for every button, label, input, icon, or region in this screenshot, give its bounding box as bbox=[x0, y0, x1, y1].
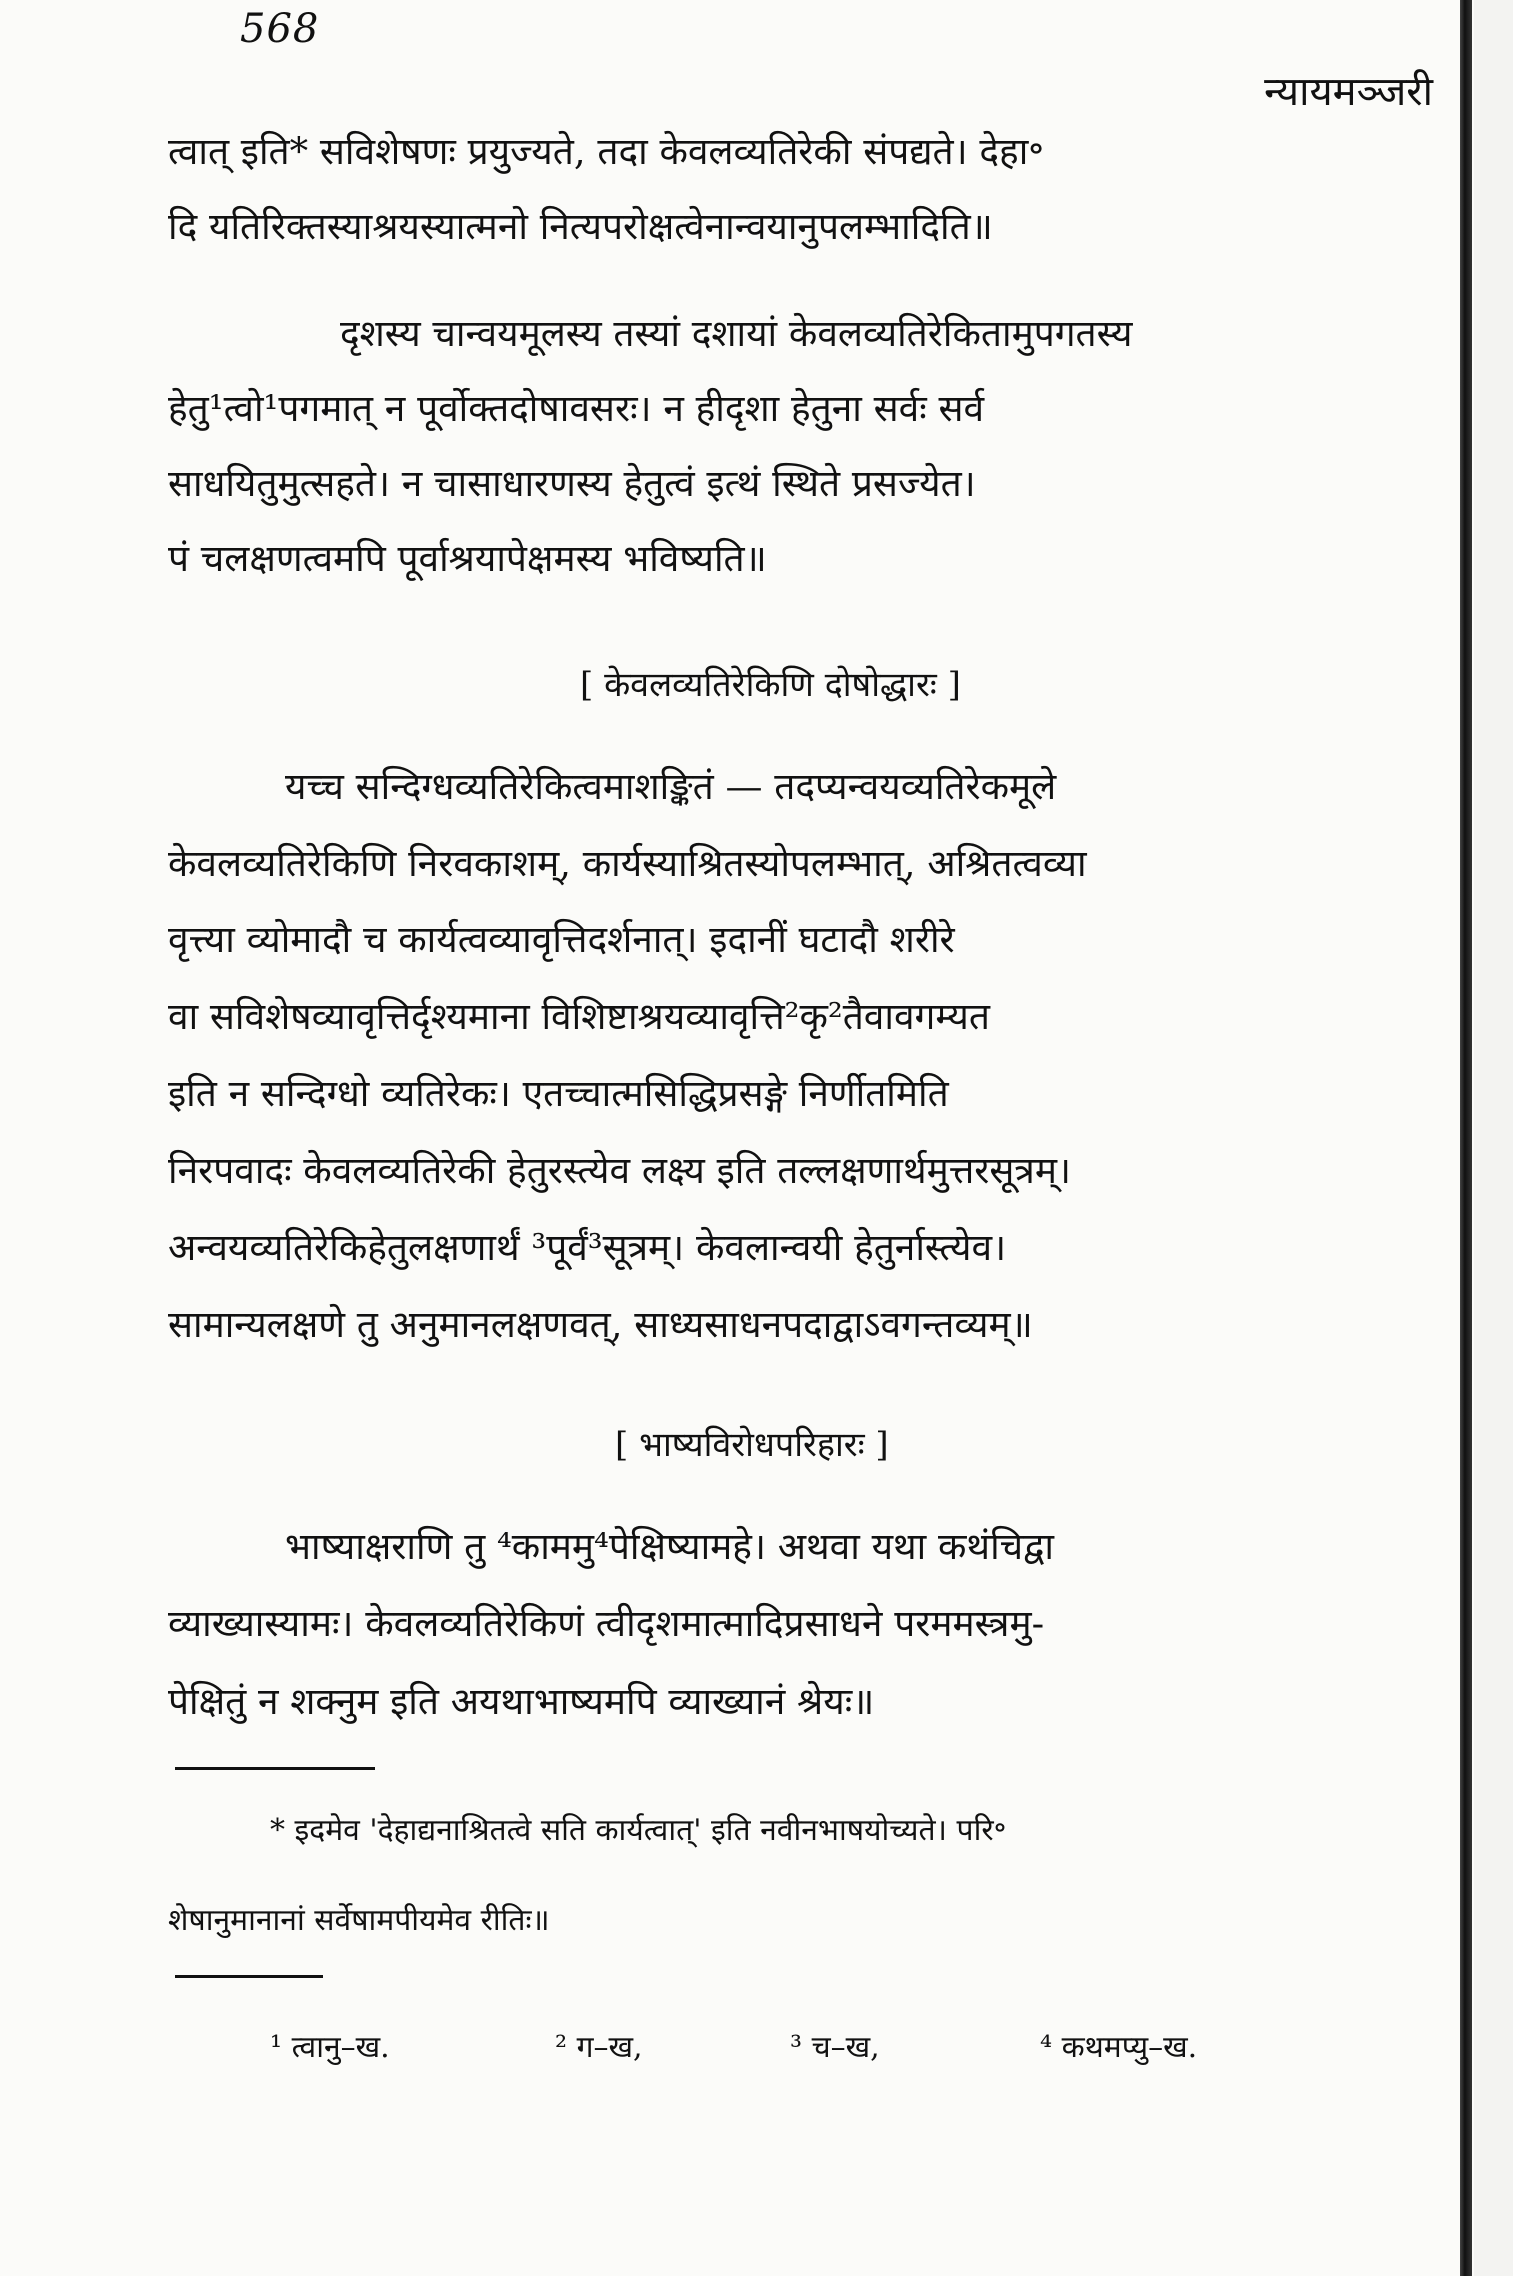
footnote-rule-1 bbox=[175, 1767, 375, 1770]
footnote-rule-2 bbox=[175, 1975, 323, 1978]
paragraph-4-line-1: भाष्याक्षराणि तु ⁴काममु⁴पेक्षिष्यामहे। अथवा यथा कथंचिद्वा bbox=[285, 1525, 1055, 1568]
paragraph-3-line-7: अन्वयव्यतिरेकिहेतुलक्षणार्थं ³पूर्वं³सूत्रम्। केवलान्वयी हेतुर्नास्त्येव। bbox=[168, 1226, 1007, 1269]
paragraph-3-line-1: यच्च सन्दिग्धव्यतिरेकित्वमाशङ्कितं — तदप्यन्वयव्यतिरेकमूले bbox=[285, 765, 1057, 808]
paragraph-2-line-2: हेतु¹त्वो¹पगमात् न पूर्वोक्तदोषावसरः। न हीदृशा हेतुना सर्वः सर्व bbox=[168, 387, 985, 430]
binding-edge bbox=[1460, 0, 1472, 2276]
paragraph-2-line-4: पं चलक्षणत्वमपि पूर्वाश्रयापेक्षमस्य भविष्यति॥ bbox=[168, 537, 767, 580]
paragraph-2-line-3: साधयितुमुत्सहते। न चासाधारणस्य हेतुत्वं इत्थं स्थिते प्रसज्येत। bbox=[168, 462, 976, 505]
variant-1: ¹ त्वानु–ख. bbox=[270, 2030, 390, 2065]
page-margin-right bbox=[1474, 0, 1513, 2276]
paragraph-3-line-3: वृत्त्या व्योमादौ च कार्यत्वव्यावृत्तिदर्शनात्। इदानीं घटादौ शरीरे bbox=[168, 918, 955, 961]
paragraph-4-line-2: व्याख्यास्यामः। केवलव्यतिरेकिणं त्वीदृशमात्मादिप्रसाधने परममस्त्रमु- bbox=[168, 1602, 1045, 1645]
paragraph-2-line-1: दृशस्य चान्वयमूलस्य तस्यां दशायां केवलव्यतिरेकितामुपगतस्य bbox=[340, 312, 1133, 355]
paragraph-3-line-8: सामान्यलक्षणे तु अनुमानलक्षणवत्, साध्यसाधनपदाद्वाऽवगन्तव्यम्॥ bbox=[168, 1303, 1033, 1346]
section-heading-1: [ केवलव्यतिरेकिणि दोषोद्धारः ] bbox=[580, 665, 961, 705]
variant-2: ² ग–ख, bbox=[555, 2030, 643, 2065]
section-heading-2: [ भाष्यविरोधपरिहारः ] bbox=[615, 1425, 889, 1465]
page-number: 568 bbox=[240, 6, 320, 52]
paragraph-3-line-4: वा सविशेषव्यावृत्तिर्दृश्यमाना विशिष्टाश्रयव्यावृत्ति²कृ²तैवावगम्यत bbox=[168, 995, 990, 1038]
variant-4: ⁴ कथमप्यु–ख. bbox=[1040, 2030, 1198, 2065]
paragraph-3-line-6: निरपवादः केवलव्यतिरेकी हेतुरस्त्येव लक्ष्य इति तल्लक्षणार्थमुत्तरसूत्रम्। bbox=[168, 1149, 1071, 1192]
paragraph-1-line-2: दि यतिरिक्तस्याश्रयस्यात्मनो नित्यपरोक्षत्वेनान्वयानुपलम्भादिति॥ bbox=[168, 205, 993, 248]
paragraph-4-line-3: पेक्षितुं न शक्नुम इति अयथाभाष्यमपि व्याख्यानं श्रेयः॥ bbox=[168, 1680, 875, 1723]
footnote-star-line-2: शेषानुमानानां सर्वेषामपीयमेव रीतिः॥ bbox=[168, 1903, 550, 1938]
paragraph-3-line-2: केवलव्यतिरेकिणि निरवकाशम्, कार्यस्याश्रितस्योपलम्भात्, अश्रितत्वव्या bbox=[168, 842, 1087, 885]
variant-3: ³ च–ख, bbox=[790, 2030, 880, 2065]
running-head: न्यायमञ्जरी bbox=[1264, 69, 1433, 115]
paragraph-3-line-5: इति न सन्दिग्धो व्यतिरेकः। एतच्चात्मसिद्धिप्रसङ्गे निर्णीतमिति bbox=[168, 1072, 949, 1115]
footnote-star-line-1: * इदमेव 'देहाद्यनाश्रितत्वे सति कार्यत्वात्' इति नवीनभाषयोच्यते। परि॰ bbox=[270, 1813, 1007, 1848]
paragraph-1-line-1: त्वात् इति* सविशेषणः प्रयुज्यते, तदा केवलव्यतिरेकी संपद्यते। देहा॰ bbox=[168, 130, 1045, 173]
